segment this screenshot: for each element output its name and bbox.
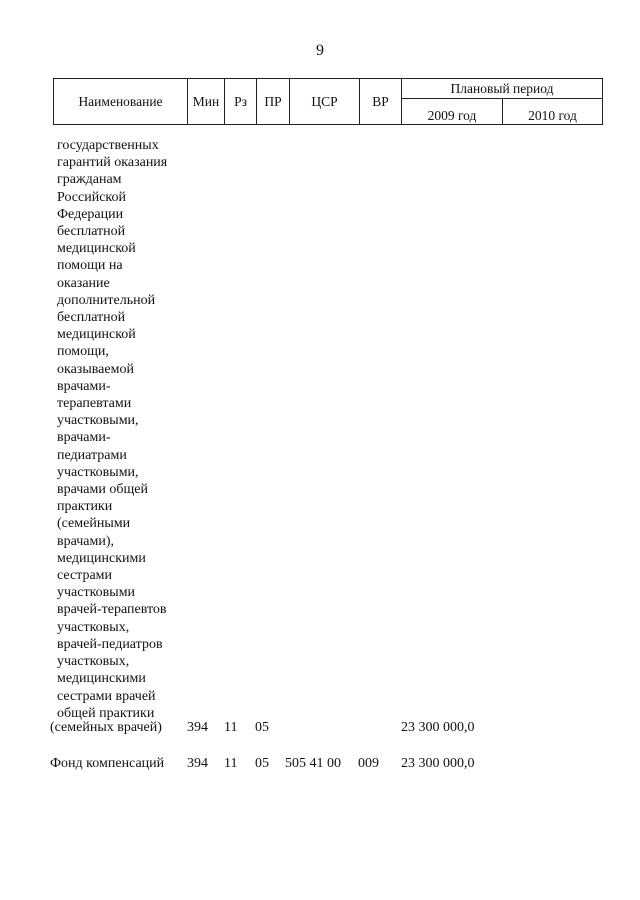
description-line: участковыми, xyxy=(57,413,139,429)
description-line: бесплатной xyxy=(57,224,126,240)
row-2009-value: 23 300 000,0 xyxy=(401,756,475,771)
item-description xyxy=(57,137,189,722)
description-line: врачей-педиатров xyxy=(57,636,163,652)
column-header-2010: 2010 год xyxy=(503,99,603,125)
row-2009-value: 23 300 000,0 xyxy=(401,720,475,735)
description-line: врачами), xyxy=(57,533,115,549)
description-line: врачей-терапевтов xyxy=(57,602,167,618)
description-line: медицинскими xyxy=(57,671,146,687)
column-header-vr: ВР xyxy=(360,79,402,125)
column-header-min: Мин xyxy=(188,79,225,125)
page-number: 9 xyxy=(316,42,324,59)
description-line: бесплатной xyxy=(57,310,126,326)
description-line: Российской xyxy=(57,189,126,205)
description-line: практики xyxy=(57,499,113,515)
description-line: (семейными xyxy=(57,516,131,532)
column-header-2009: 2009 год xyxy=(402,99,503,125)
description-line: участковых, xyxy=(57,654,130,670)
description-line: оказываемой xyxy=(57,361,134,377)
description-line: оказание xyxy=(57,275,110,291)
row-vr: 009 xyxy=(358,756,379,771)
column-header-planned-period: Плановый период xyxy=(402,79,603,99)
description-line: медицинской xyxy=(57,241,136,257)
row-min: 394 xyxy=(187,720,208,735)
description-line: гарантий оказания xyxy=(57,155,168,171)
description-line: участковыми, xyxy=(57,464,139,480)
description-line: государственных xyxy=(57,138,159,153)
column-header-csr: ЦСР xyxy=(290,79,360,125)
table-header xyxy=(53,78,603,125)
row-rz: 11 xyxy=(224,756,238,771)
description-line: участковыми xyxy=(57,585,136,601)
row-csr: 505 41 00 xyxy=(285,756,341,771)
description-line: помощи на xyxy=(57,258,123,274)
column-header-name: Наименование xyxy=(54,79,188,125)
description-line: терапевтами xyxy=(57,396,132,412)
column-header-pr: ПР xyxy=(257,79,290,125)
description-line: медицинской xyxy=(57,327,136,343)
description-line: сестрами врачей xyxy=(57,688,156,704)
column-header-rz: Рз xyxy=(225,79,257,125)
description-line: помощи, xyxy=(57,344,109,360)
description-line: врачами- xyxy=(57,430,111,446)
row-pr: 05 xyxy=(255,756,269,771)
row-rz: 11 xyxy=(224,720,238,735)
description-line: сестрами xyxy=(57,568,113,584)
description-line: врачами- xyxy=(57,378,111,394)
description-line: дополнительной xyxy=(57,292,156,308)
row-name: Фонд компенсаций xyxy=(50,756,165,771)
row-name: (семейных врачей) xyxy=(50,720,162,735)
description-line: врачами общей xyxy=(57,482,148,498)
description-line: педиатрами xyxy=(57,447,127,463)
description-line: медицинскими xyxy=(57,550,146,566)
row-min: 394 xyxy=(187,756,208,771)
description-line: Федерации xyxy=(57,206,124,222)
row-pr: 05 xyxy=(255,720,269,735)
description-line: гражданам xyxy=(57,172,122,188)
description-line: участковых, xyxy=(57,619,130,635)
description-line: общей практики xyxy=(57,705,155,721)
